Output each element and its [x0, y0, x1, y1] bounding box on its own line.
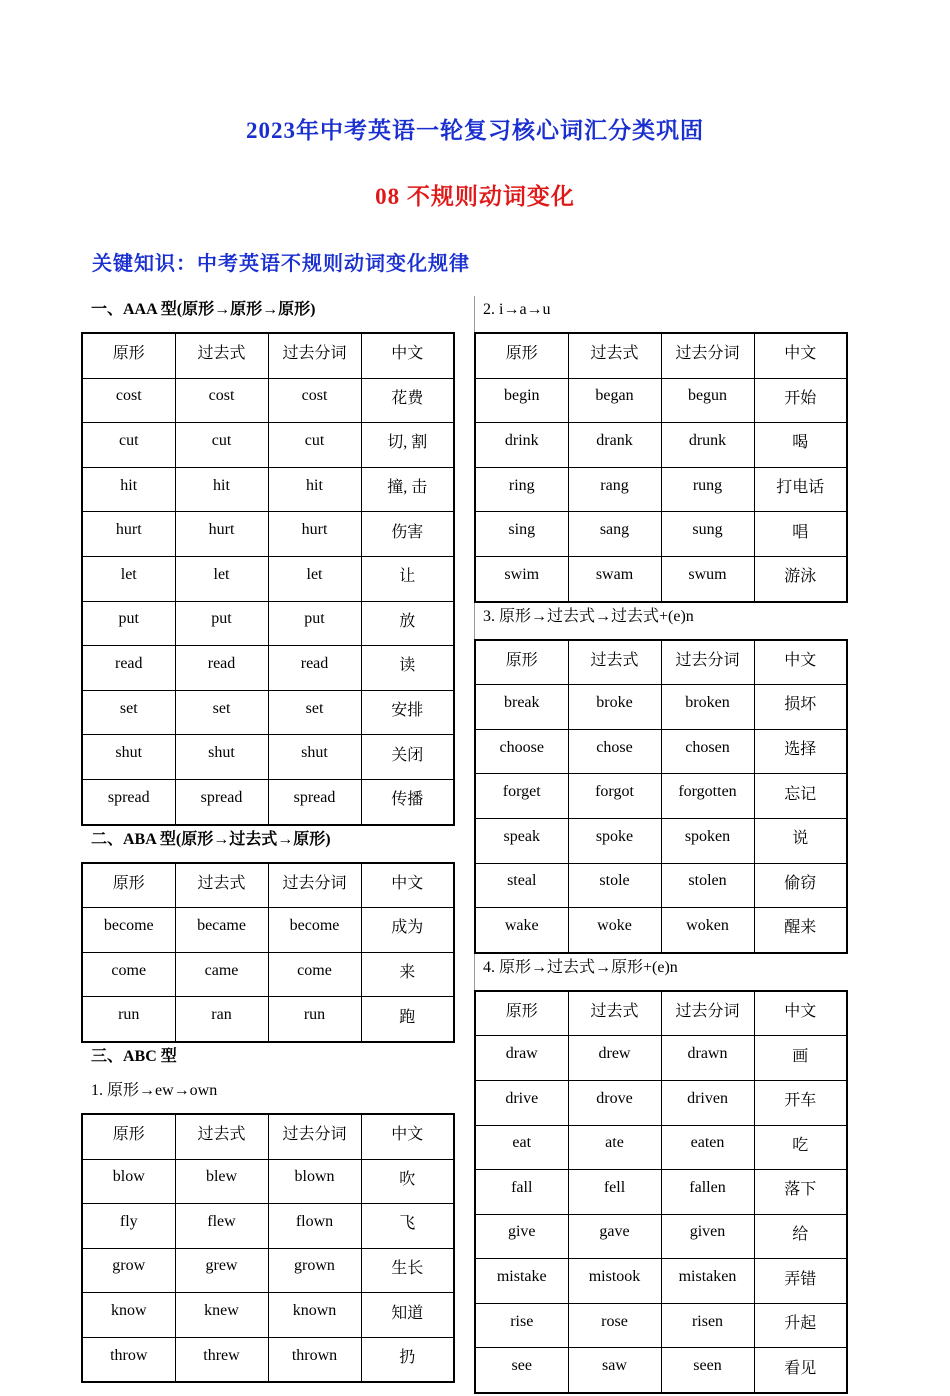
table-row	[475, 378, 847, 423]
past-participle-cell: woken	[661, 908, 754, 953]
document-subtitle: 08 不规则动词变化	[375, 184, 575, 209]
table-row	[82, 735, 454, 780]
column-header: 过去分词	[268, 863, 361, 908]
table-abc-1	[81, 1113, 455, 1384]
base-form-cell: put	[82, 601, 175, 646]
past-participle-cell: rung	[661, 467, 754, 512]
past-participle-cell: forgotten	[661, 774, 754, 819]
column-header: 过去式	[568, 991, 661, 1036]
table-row	[82, 690, 454, 735]
table-row	[475, 818, 847, 863]
past-participle-cell: run	[268, 997, 361, 1042]
past-participle-cell: thrown	[268, 1337, 361, 1382]
table-row	[82, 908, 454, 953]
chinese-meaning-cell: 安排	[361, 690, 454, 735]
past-tense-cell: flew	[175, 1204, 268, 1249]
table-row	[475, 1348, 847, 1393]
chinese-meaning-cell: 开车	[754, 1080, 847, 1125]
past-participle-cell: blown	[268, 1159, 361, 1204]
table-row	[82, 646, 454, 691]
chinese-meaning-cell: 传播	[361, 779, 454, 824]
past-participle-cell: risen	[661, 1303, 754, 1348]
chinese-meaning-cell: 给	[754, 1214, 847, 1259]
base-form-cell: ring	[475, 467, 568, 512]
table-row	[82, 779, 454, 824]
table-row	[475, 1303, 847, 1348]
chinese-meaning-cell: 跑	[361, 997, 454, 1042]
column-header: 过去式	[568, 333, 661, 378]
table-row	[475, 1080, 847, 1125]
table-row	[475, 863, 847, 908]
chinese-meaning-cell: 打电话	[754, 467, 847, 512]
chinese-meaning-cell: 放	[361, 601, 454, 646]
past-tense-cell: came	[175, 952, 268, 997]
chinese-meaning-cell: 忘记	[754, 774, 847, 819]
base-form-cell: rise	[475, 1303, 568, 1348]
chinese-meaning-cell: 生长	[361, 1248, 454, 1293]
column-header: 过去分词	[661, 991, 754, 1036]
chinese-meaning-cell: 花费	[361, 378, 454, 423]
past-participle-cell: flown	[268, 1204, 361, 1249]
past-tense-cell: shut	[175, 735, 268, 780]
past-participle-cell: hit	[268, 467, 361, 512]
base-form-cell: choose	[475, 729, 568, 774]
column-header: 中文	[754, 640, 847, 685]
past-participle-cell: spoken	[661, 818, 754, 863]
section-abc-heading: 三、ABC 型	[91, 1047, 177, 1065]
column-header: 过去分词	[661, 640, 754, 685]
base-form-cell: set	[82, 690, 175, 735]
base-form-cell: eat	[475, 1125, 568, 1170]
chinese-meaning-cell: 成为	[361, 908, 454, 953]
past-participle-cell: set	[268, 690, 361, 735]
past-participle-cell: read	[268, 646, 361, 691]
past-participle-cell: fallen	[661, 1170, 754, 1215]
key-knowledge-heading: 关键知识：中考英语不规则动词变化规律	[92, 253, 470, 275]
past-tense-cell: cut	[175, 423, 268, 468]
past-participle-cell: cost	[268, 378, 361, 423]
chinese-meaning-cell: 让	[361, 556, 454, 601]
past-tense-cell: hurt	[175, 512, 268, 557]
past-participle-cell: chosen	[661, 729, 754, 774]
past-participle-cell: begun	[661, 378, 754, 423]
base-form-cell: speak	[475, 818, 568, 863]
table-row	[82, 952, 454, 997]
column-header: 过去分词	[661, 333, 754, 378]
table-row	[475, 423, 847, 468]
base-form-cell: drive	[475, 1080, 568, 1125]
table-aba	[81, 862, 455, 1043]
column-header: 中文	[361, 333, 454, 378]
subsection-1-label: 1. 原形→ew→own	[91, 1081, 218, 1099]
right-column	[474, 298, 848, 1396]
past-participle-cell: grown	[268, 1248, 361, 1293]
table-row	[475, 467, 847, 512]
past-tense-cell: blew	[175, 1159, 268, 1204]
base-form-cell: let	[82, 556, 175, 601]
base-form-cell: sing	[475, 512, 568, 557]
chinese-meaning-cell: 知道	[361, 1293, 454, 1338]
base-form-cell: know	[82, 1293, 175, 1338]
base-form-cell: mistake	[475, 1259, 568, 1304]
base-form-cell: forget	[475, 774, 568, 819]
past-tense-cell: drank	[568, 423, 661, 468]
chinese-meaning-cell: 损坏	[754, 685, 847, 730]
column-header: 过去分词	[268, 1114, 361, 1159]
column-header: 过去分词	[268, 333, 361, 378]
table-row	[82, 423, 454, 468]
base-form-cell: hurt	[82, 512, 175, 557]
base-form-cell: give	[475, 1214, 568, 1259]
past-tense-cell: chose	[568, 729, 661, 774]
past-participle-cell: eaten	[661, 1125, 754, 1170]
past-tense-cell: began	[568, 378, 661, 423]
past-tense-cell: hit	[175, 467, 268, 512]
table-header-row	[82, 1114, 454, 1159]
chinese-meaning-cell: 看见	[754, 1348, 847, 1393]
past-tense-cell: grew	[175, 1248, 268, 1293]
past-tense-cell: drew	[568, 1036, 661, 1081]
base-form-cell: grow	[82, 1248, 175, 1293]
past-tense-cell: knew	[175, 1293, 268, 1338]
base-form-cell: begin	[475, 378, 568, 423]
past-tense-cell: forgot	[568, 774, 661, 819]
chinese-meaning-cell: 开始	[754, 378, 847, 423]
past-participle-cell: become	[268, 908, 361, 953]
past-tense-cell: sang	[568, 512, 661, 557]
past-tense-cell: fell	[568, 1170, 661, 1215]
past-participle-cell: shut	[268, 735, 361, 780]
column-header: 中文	[361, 1114, 454, 1159]
table-header-row	[475, 640, 847, 685]
table-row	[82, 601, 454, 646]
chinese-meaning-cell: 关闭	[361, 735, 454, 780]
table-row	[82, 1159, 454, 1204]
left-column	[81, 298, 455, 1385]
past-participle-cell: let	[268, 556, 361, 601]
past-participle-cell: hurt	[268, 512, 361, 557]
column-header: 原形	[82, 863, 175, 908]
table-header-row	[475, 991, 847, 1036]
table-row	[82, 997, 454, 1042]
chinese-meaning-cell: 吹	[361, 1159, 454, 1204]
section-aaa-heading: 一、AAA 型(原形→原形→原形)	[91, 301, 316, 318]
base-form-cell: cut	[82, 423, 175, 468]
chinese-meaning-cell: 醒来	[754, 908, 847, 953]
base-form-cell: shut	[82, 735, 175, 780]
past-tense-cell: spoke	[568, 818, 661, 863]
past-tense-cell: broke	[568, 685, 661, 730]
past-participle-cell: known	[268, 1293, 361, 1338]
column-header: 原形	[82, 1114, 175, 1159]
chinese-meaning-cell: 游泳	[754, 556, 847, 601]
base-form-cell: come	[82, 952, 175, 997]
past-participle-cell: drawn	[661, 1036, 754, 1081]
base-form-cell: blow	[82, 1159, 175, 1204]
subsection-3-label: 3. 原形→过去式→过去式+(e)n	[483, 607, 694, 625]
chinese-meaning-cell: 弄错	[754, 1259, 847, 1304]
table-row	[82, 512, 454, 557]
chinese-meaning-cell: 说	[754, 818, 847, 863]
table-row	[475, 774, 847, 819]
past-participle-cell: broken	[661, 685, 754, 730]
past-tense-cell: drove	[568, 1080, 661, 1125]
chinese-meaning-cell: 撞, 击	[361, 467, 454, 512]
past-participle-cell: spread	[268, 779, 361, 824]
chinese-meaning-cell: 扔	[361, 1337, 454, 1382]
table-row	[82, 1248, 454, 1293]
table-row	[82, 1293, 454, 1338]
table-row	[475, 908, 847, 953]
base-form-cell: swim	[475, 556, 568, 601]
chinese-meaning-cell: 读	[361, 646, 454, 691]
subsection-2-label: 2. i→a→u	[483, 301, 551, 318]
column-header: 原形	[475, 333, 568, 378]
past-tense-cell: woke	[568, 908, 661, 953]
column-header: 中文	[754, 333, 847, 378]
base-form-cell: fly	[82, 1204, 175, 1249]
past-tense-cell: rose	[568, 1303, 661, 1348]
past-tense-cell: threw	[175, 1337, 268, 1382]
past-tense-cell: mistook	[568, 1259, 661, 1304]
base-form-cell: read	[82, 646, 175, 691]
chinese-meaning-cell: 选择	[754, 729, 847, 774]
past-tense-cell: put	[175, 601, 268, 646]
table-header-row	[82, 333, 454, 378]
document-title: 2023年中考英语一轮复习核心词汇分类巩固	[246, 118, 704, 143]
table-row	[82, 467, 454, 512]
past-tense-cell: gave	[568, 1214, 661, 1259]
past-participle-cell: mistaken	[661, 1259, 754, 1304]
past-tense-cell: set	[175, 690, 268, 735]
base-form-cell: draw	[475, 1036, 568, 1081]
base-form-cell: drink	[475, 423, 568, 468]
past-participle-cell: swum	[661, 556, 754, 601]
column-header: 中文	[754, 991, 847, 1036]
past-tense-cell: spread	[175, 779, 268, 824]
past-participle-cell: come	[268, 952, 361, 997]
past-participle-cell: drunk	[661, 423, 754, 468]
past-participle-cell: put	[268, 601, 361, 646]
column-header: 原形	[475, 991, 568, 1036]
past-tense-cell: cost	[175, 378, 268, 423]
table-row	[82, 1337, 454, 1382]
past-participle-cell: sung	[661, 512, 754, 557]
table-row	[82, 378, 454, 423]
chinese-meaning-cell: 落下	[754, 1170, 847, 1215]
past-tense-cell: ran	[175, 997, 268, 1042]
base-form-cell: spread	[82, 779, 175, 824]
table-header-row	[475, 333, 847, 378]
past-participle-cell: stolen	[661, 863, 754, 908]
table-row	[475, 1036, 847, 1081]
base-form-cell: cost	[82, 378, 175, 423]
table-row	[475, 556, 847, 601]
column-header: 过去式	[175, 333, 268, 378]
base-form-cell: run	[82, 997, 175, 1042]
past-tense-cell: stole	[568, 863, 661, 908]
base-form-cell: throw	[82, 1337, 175, 1382]
past-tense-cell: rang	[568, 467, 661, 512]
table-row	[475, 729, 847, 774]
past-tense-cell: saw	[568, 1348, 661, 1393]
chinese-meaning-cell: 切, 割	[361, 423, 454, 468]
section-aba-heading: 二、ABA 型(原形→过去式→原形)	[91, 830, 331, 848]
past-tense-cell: let	[175, 556, 268, 601]
past-participle-cell: seen	[661, 1348, 754, 1393]
table-row	[475, 512, 847, 557]
past-tense-cell: swam	[568, 556, 661, 601]
table-row	[475, 1259, 847, 1304]
table-abc-2	[474, 332, 848, 603]
chinese-meaning-cell: 吃	[754, 1125, 847, 1170]
table-row	[82, 1204, 454, 1249]
table-row	[475, 685, 847, 730]
chinese-meaning-cell: 伤害	[361, 512, 454, 557]
table-abc-4	[474, 990, 848, 1394]
table-abc-3	[474, 639, 848, 954]
chinese-meaning-cell: 喝	[754, 423, 847, 468]
column-header: 中文	[361, 863, 454, 908]
chinese-meaning-cell: 飞	[361, 1204, 454, 1249]
table-row	[82, 556, 454, 601]
base-form-cell: become	[82, 908, 175, 953]
base-form-cell: hit	[82, 467, 175, 512]
past-tense-cell: ate	[568, 1125, 661, 1170]
base-form-cell: fall	[475, 1170, 568, 1215]
column-header: 过去式	[568, 640, 661, 685]
table-header-row	[82, 863, 454, 908]
past-tense-cell: became	[175, 908, 268, 953]
column-header: 过去式	[175, 863, 268, 908]
past-participle-cell: cut	[268, 423, 361, 468]
chinese-meaning-cell: 画	[754, 1036, 847, 1081]
past-participle-cell: given	[661, 1214, 754, 1259]
table-row	[475, 1125, 847, 1170]
column-header: 原形	[475, 640, 568, 685]
column-header: 过去式	[175, 1114, 268, 1159]
subsection-4-label: 4. 原形→过去式→原形+(e)n	[483, 958, 678, 976]
chinese-meaning-cell: 唱	[754, 512, 847, 557]
base-form-cell: see	[475, 1348, 568, 1393]
base-form-cell: steal	[475, 863, 568, 908]
base-form-cell: break	[475, 685, 568, 730]
past-tense-cell: read	[175, 646, 268, 691]
table-aaa	[81, 332, 455, 826]
base-form-cell: wake	[475, 908, 568, 953]
chinese-meaning-cell: 升起	[754, 1303, 847, 1348]
table-row	[475, 1170, 847, 1215]
past-participle-cell: driven	[661, 1080, 754, 1125]
column-header: 原形	[82, 333, 175, 378]
chinese-meaning-cell: 偷窃	[754, 863, 847, 908]
chinese-meaning-cell: 来	[361, 952, 454, 997]
table-row	[475, 1214, 847, 1259]
